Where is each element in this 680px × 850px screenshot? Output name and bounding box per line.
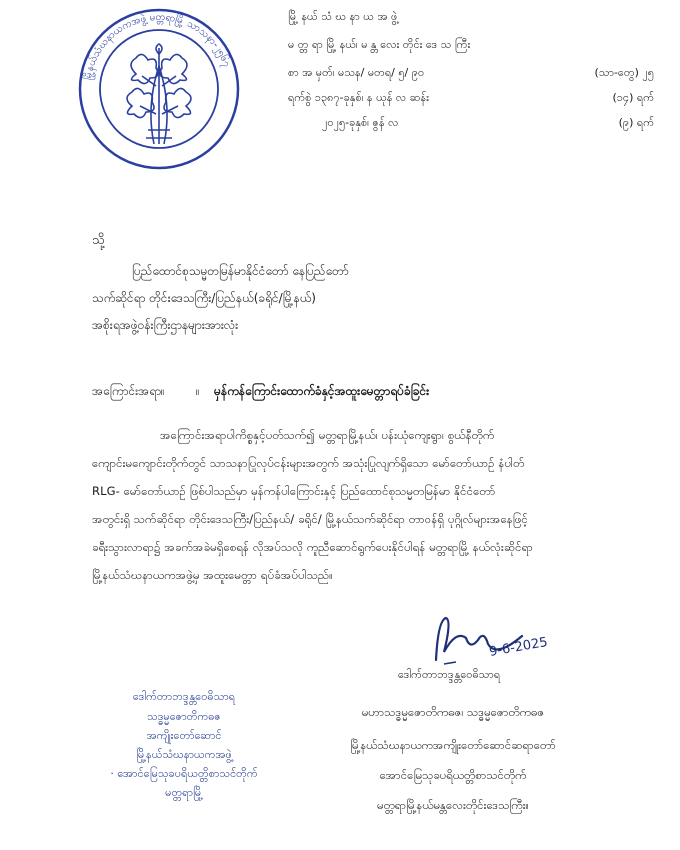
subject-text: မှန်ကန်ကြောင်းထောက်ခံနှင့်အထူးမေတ္တာရပ်ခံခြင်း: [214, 384, 430, 398]
body-line-4: အတွင်းရှိ သက်ဆိုင်ရာ တိုင်းဒေသကြီး/ပြည်နယ်/ ခရိုင်/ မြို့နယ်သက်ဆိုင်ရာ တာဝန်ရှိ ပုဂ္ဂိုလ်များအနေဖြင့်: [92, 512, 528, 526]
header-line-4-right: (၁၄) ရက်: [612, 91, 654, 104]
footer-left-line-3: အကျိုးတော်ဆောင်: [146, 729, 222, 742]
signature-date: 9-6-2025: [488, 634, 549, 660]
body-line-5: ခရီးသွားလာရာ၌ အခက်အခဲမရှိစေရန် လိုအပ်သလို ကူညီဆောင်ရွက်ပေးနိုင်ပါရန် မတ္တရာမြို့ နယ်လုံးဆိုင်ရာ: [92, 540, 534, 554]
header-line-1: မြို့ နယ် သံ ဃ နာ ယ အ ဖွဲ့: [288, 10, 398, 23]
footer-left-line-1: ဒေါက်တာဘဒ္ဒန္တဝေဓိသာရ: [132, 690, 236, 703]
footer-left-line-4: မြို့နယ်သံဃနာယကအဖွဲ့: [136, 748, 232, 761]
body-line-2: ကျောင်းမကျောင်းတိုက်တွင် သာသနာပြုလုပ်ငန်းများအတွက် အသုံးပြုလျက်ရှိသော မော်တော်ယာဉ် နံပါတ်: [92, 456, 525, 470]
footer-right-line-4: မတ္တရာမြို့နယ်မန္တလေးတိုင်းဒေသကြီး။: [377, 798, 529, 812]
footer-right-line-3: အောင်မြေသုခပရိယတ္တိစာသင်တိုက်: [379, 768, 527, 782]
footer-left-line-6: မတ္တရာမြို့: [165, 786, 203, 799]
body-line-1: အကြောင်းအရာပါကိစ္စနှင့်ပတ်သက်၍ မတ္တရာမြို့နယ်၊ ပန်းယုံကျေးရွာ၊ စွယ်နီတိုက်: [160, 428, 495, 442]
header-line-2: မ တ္တ ရာ မြို့ နယ်၊ မ န္တ လေး တိုင်း ဒေ သ ကြီး: [288, 38, 471, 51]
recipient-to: သို့: [92, 233, 105, 248]
header-line-3: စာ အ မှတ်၊ မသန/ မတရ/ ၅/ ၉၀: [288, 66, 425, 79]
footer-right-line-1: မဟာသဒ္ဓမ္မဇောတိကဓဇ၊ သဒ္ဓမ္မဇောတိကဓဇ: [361, 705, 545, 719]
header-line-3-right: (သာ-တွေ) ၂၅: [594, 66, 654, 79]
footer-left-line-5: · အောင်မြေသုခပရိယတ္တိစာသင်တိုက်: [110, 767, 258, 780]
seal-ring-text: မြို့နယ်သံဃနာယကအဖွဲ့ မတ္တရာမြို့ သာသနာ-၂၅၆၇: [82, 11, 233, 81]
body-line-6: မြို့နယ်သံဃနာယကအဖွဲ့မှ အထူးမေတ္တာ ရပ်ခံအပ်ပါသည်။: [92, 568, 333, 582]
recipient-line-2: သက်ဆိုင်ရာ တိုင်းဒေသကြီး/ပြည်နယ်(ခရိုင်/မြို့နယ်): [92, 291, 316, 305]
subject-bullet: ။: [196, 384, 200, 398]
recipient-line-3: အစိုးရအဖွဲ့ဝန်းကြီးဌာနများအားလုံး: [92, 318, 239, 332]
footer-right-line-2: မြို့နယ်သံဃနာယကအကျိုးတော်ဆောင်ဆရာတော်: [350, 738, 556, 752]
header-line-5: ၂၀၂၅-ခုနှစ်၊ ဇွန် လ: [322, 116, 399, 129]
subject-label: အကြောင်းအရာ။: [92, 384, 165, 398]
footer-left-line-2: သဒ္ဓမ္မဇောတိကဓဇ: [147, 710, 221, 723]
seal-flower-icon: [127, 44, 191, 144]
body-line-3: RLG- မော်တော်ယာဉ် ဖြစ်ပါသည်မှာ မှန်ကန်ပါကြောင်းနှင့် ပြည်ထောင်စုသမ္မတမြန်မာ နိုင်ငံတော်: [92, 484, 496, 498]
official-seal: [76, 6, 242, 172]
signer-name: ဒေါက်တာဘဒ္ဒန္တဝေဓိသာရ: [398, 668, 501, 681]
header-line-5-right: (၉) ရက်: [618, 116, 654, 129]
recipient-line-1: ပြည်ထောင်စုသမ္မတမြန်မာနိုင်ငံတော် နေပြည်တော်: [132, 264, 349, 278]
header-line-4: ရက်စွဲ ၁၃၈၇-ခုနှစ်၊ န ယုန် လ ဆန်း: [288, 91, 429, 104]
